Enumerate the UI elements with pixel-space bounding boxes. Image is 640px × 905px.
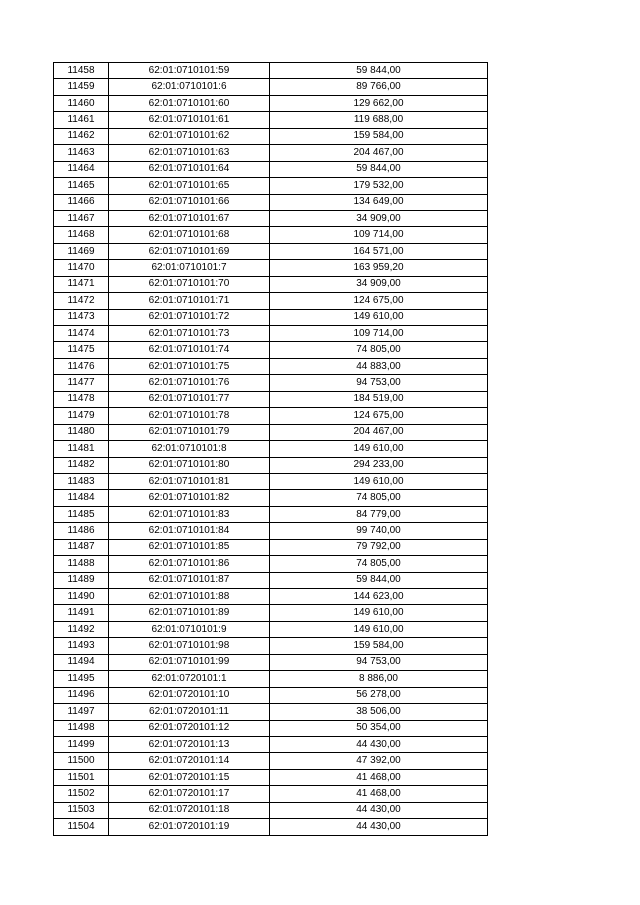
row-number-cell: 11485: [54, 506, 109, 522]
table-row: [54, 671, 488, 687]
table-row: [54, 556, 488, 572]
table-row: [54, 736, 488, 752]
cadastral-number-cell: 62:01:0710101:70: [109, 276, 270, 292]
row-number-cell: 11481: [54, 441, 109, 457]
table-row: [54, 210, 488, 226]
table-row: [54, 523, 488, 539]
value-cell: 41 468,00: [270, 769, 488, 785]
value-cell: 38 506,00: [270, 704, 488, 720]
table-row: [54, 654, 488, 670]
row-number-cell: 11496: [54, 687, 109, 703]
cadastral-number-cell: 62:01:0710101:75: [109, 358, 270, 374]
row-number-cell: 11497: [54, 704, 109, 720]
cadastral-number-cell: 62:01:0720101:10: [109, 687, 270, 703]
row-number-cell: 11463: [54, 145, 109, 161]
row-number-cell: 11461: [54, 112, 109, 128]
cadastral-number-cell: 62:01:0720101:11: [109, 704, 270, 720]
cadastral-number-cell: 62:01:0710101:80: [109, 457, 270, 473]
row-number-cell: 11494: [54, 654, 109, 670]
row-number-cell: 11500: [54, 753, 109, 769]
table-row: [54, 243, 488, 259]
value-cell: 179 532,00: [270, 178, 488, 194]
cadastral-number-cell: 62:01:0720101:13: [109, 736, 270, 752]
value-cell: 159 584,00: [270, 638, 488, 654]
table-row: [54, 539, 488, 555]
value-cell: 149 610,00: [270, 621, 488, 637]
row-number-cell: 11493: [54, 638, 109, 654]
table-row: [54, 490, 488, 506]
value-cell: 134 649,00: [270, 194, 488, 210]
value-cell: 159 584,00: [270, 128, 488, 144]
table-row: [54, 473, 488, 489]
value-cell: 163 959,20: [270, 260, 488, 276]
cadastral-number-cell: 62:01:0710101:71: [109, 293, 270, 309]
row-number-cell: 11459: [54, 79, 109, 95]
row-number-cell: 11503: [54, 802, 109, 818]
row-number-cell: 11483: [54, 473, 109, 489]
cadastral-number-cell: 62:01:0710101:86: [109, 556, 270, 572]
table-row: [54, 293, 488, 309]
row-number-cell: 11464: [54, 161, 109, 177]
value-cell: 50 354,00: [270, 720, 488, 736]
cadastral-number-cell: 62:01:0720101:19: [109, 819, 270, 835]
table-row: [54, 638, 488, 654]
table-row: [54, 424, 488, 440]
table-row: [54, 457, 488, 473]
cadastral-number-cell: 62:01:0710101:83: [109, 506, 270, 522]
row-number-cell: 11473: [54, 309, 109, 325]
row-number-cell: 11468: [54, 227, 109, 243]
value-cell: 99 740,00: [270, 523, 488, 539]
value-cell: 84 779,00: [270, 506, 488, 522]
table-row: [54, 704, 488, 720]
value-cell: 109 714,00: [270, 227, 488, 243]
value-cell: 44 883,00: [270, 358, 488, 374]
table-row: [54, 309, 488, 325]
value-cell: 149 610,00: [270, 473, 488, 489]
cadastral-number-cell: 62:01:0710101:89: [109, 605, 270, 621]
cadastral-number-cell: 62:01:0710101:8: [109, 441, 270, 457]
value-cell: 89 766,00: [270, 79, 488, 95]
table-row: [54, 260, 488, 276]
table-row: [54, 276, 488, 292]
cadastral-number-cell: 62:01:0710101:77: [109, 391, 270, 407]
table-row: [54, 227, 488, 243]
cadastral-number-cell: 62:01:0710101:59: [109, 63, 270, 79]
table-row: [54, 589, 488, 605]
table-row: [54, 802, 488, 818]
table-row: [54, 342, 488, 358]
row-number-cell: 11477: [54, 375, 109, 391]
cadastral-number-cell: 62:01:0710101:65: [109, 178, 270, 194]
cadastral-number-cell: 62:01:0720101:18: [109, 802, 270, 818]
row-number-cell: 11462: [54, 128, 109, 144]
value-cell: 44 430,00: [270, 736, 488, 752]
row-number-cell: 11490: [54, 589, 109, 605]
row-number-cell: 11466: [54, 194, 109, 210]
table-row: [54, 112, 488, 128]
row-number-cell: 11484: [54, 490, 109, 506]
row-number-cell: 11480: [54, 424, 109, 440]
value-cell: 164 571,00: [270, 243, 488, 259]
value-cell: 74 805,00: [270, 490, 488, 506]
value-cell: 294 233,00: [270, 457, 488, 473]
row-number-cell: 11488: [54, 556, 109, 572]
value-cell: 56 278,00: [270, 687, 488, 703]
value-cell: 149 610,00: [270, 309, 488, 325]
value-cell: 79 792,00: [270, 539, 488, 555]
table-row: [54, 769, 488, 785]
cadastral-number-cell: 62:01:0710101:82: [109, 490, 270, 506]
row-number-cell: 11489: [54, 572, 109, 588]
cadastral-number-cell: 62:01:0710101:66: [109, 194, 270, 210]
value-cell: 34 909,00: [270, 276, 488, 292]
row-number-cell: 11499: [54, 736, 109, 752]
value-cell: 34 909,00: [270, 210, 488, 226]
row-number-cell: 11472: [54, 293, 109, 309]
cadastral-number-cell: 62:01:0720101:12: [109, 720, 270, 736]
cadastral-number-cell: 62:01:0710101:61: [109, 112, 270, 128]
table-row: [54, 194, 488, 210]
table-body: [54, 63, 488, 836]
cadastral-number-cell: 62:01:0710101:87: [109, 572, 270, 588]
value-cell: 94 753,00: [270, 375, 488, 391]
table-row: [54, 720, 488, 736]
row-number-cell: 11458: [54, 63, 109, 79]
row-number-cell: 11487: [54, 539, 109, 555]
table-row: [54, 358, 488, 374]
value-cell: 124 675,00: [270, 408, 488, 424]
table-row: [54, 621, 488, 637]
cadastral-number-cell: 62:01:0720101:17: [109, 786, 270, 802]
table-row: [54, 441, 488, 457]
table-row: [54, 375, 488, 391]
table-row: [54, 145, 488, 161]
row-number-cell: 11491: [54, 605, 109, 621]
cadastral-number-cell: 62:01:0710101:85: [109, 539, 270, 555]
row-number-cell: 11482: [54, 457, 109, 473]
value-cell: 94 753,00: [270, 654, 488, 670]
value-cell: 44 430,00: [270, 802, 488, 818]
cadastral-number-cell: 62:01:0720101:15: [109, 769, 270, 785]
value-cell: 144 623,00: [270, 589, 488, 605]
row-number-cell: 11486: [54, 523, 109, 539]
row-number-cell: 11495: [54, 671, 109, 687]
table-row: [54, 687, 488, 703]
cadastral-number-cell: 62:01:0710101:7: [109, 260, 270, 276]
cadastral-number-cell: 62:01:0710101:69: [109, 243, 270, 259]
row-number-cell: 11498: [54, 720, 109, 736]
table-row: [54, 605, 488, 621]
value-cell: 119 688,00: [270, 112, 488, 128]
value-cell: 59 844,00: [270, 63, 488, 79]
cadastral-number-cell: 62:01:0710101:60: [109, 95, 270, 111]
value-cell: 74 805,00: [270, 342, 488, 358]
table-row: [54, 178, 488, 194]
cadastral-number-cell: 62:01:0710101:68: [109, 227, 270, 243]
cadastral-number-cell: 62:01:0720101:14: [109, 753, 270, 769]
cadastral-number-cell: 62:01:0720101:1: [109, 671, 270, 687]
row-number-cell: 11478: [54, 391, 109, 407]
table-row: [54, 63, 488, 79]
cadastral-number-cell: 62:01:0710101:9: [109, 621, 270, 637]
cadastral-number-cell: 62:01:0710101:84: [109, 523, 270, 539]
cadastral-number-cell: 62:01:0710101:79: [109, 424, 270, 440]
value-cell: 184 519,00: [270, 391, 488, 407]
row-number-cell: 11501: [54, 769, 109, 785]
value-cell: 204 467,00: [270, 145, 488, 161]
cadastral-number-cell: 62:01:0710101:72: [109, 309, 270, 325]
table-row: [54, 786, 488, 802]
cadastral-number-cell: 62:01:0710101:67: [109, 210, 270, 226]
table-row: [54, 161, 488, 177]
table-row: [54, 506, 488, 522]
row-number-cell: 11492: [54, 621, 109, 637]
value-cell: 149 610,00: [270, 605, 488, 621]
value-cell: 41 468,00: [270, 786, 488, 802]
cadastral-number-cell: 62:01:0710101:64: [109, 161, 270, 177]
value-cell: 74 805,00: [270, 556, 488, 572]
row-number-cell: 11465: [54, 178, 109, 194]
cadastral-number-cell: 62:01:0710101:63: [109, 145, 270, 161]
cadastral-number-cell: 62:01:0710101:62: [109, 128, 270, 144]
row-number-cell: 11470: [54, 260, 109, 276]
cadastral-number-cell: 62:01:0710101:88: [109, 589, 270, 605]
table-row: [54, 95, 488, 111]
value-cell: 44 430,00: [270, 819, 488, 835]
value-cell: 204 467,00: [270, 424, 488, 440]
value-cell: 124 675,00: [270, 293, 488, 309]
row-number-cell: 11469: [54, 243, 109, 259]
table-row: [54, 753, 488, 769]
cadastral-number-cell: 62:01:0710101:81: [109, 473, 270, 489]
row-number-cell: 11475: [54, 342, 109, 358]
table-row: [54, 79, 488, 95]
cadastral-number-cell: 62:01:0710101:78: [109, 408, 270, 424]
value-cell: 8 886,00: [270, 671, 488, 687]
value-cell: 149 610,00: [270, 441, 488, 457]
row-number-cell: 11460: [54, 95, 109, 111]
table-row: [54, 391, 488, 407]
value-cell: 47 392,00: [270, 753, 488, 769]
cadastral-number-cell: 62:01:0710101:73: [109, 326, 270, 342]
cadastral-value-table: [53, 62, 488, 836]
value-cell: 109 714,00: [270, 326, 488, 342]
cadastral-number-cell: 62:01:0710101:74: [109, 342, 270, 358]
row-number-cell: 11479: [54, 408, 109, 424]
row-number-cell: 11476: [54, 358, 109, 374]
table-row: [54, 819, 488, 835]
row-number-cell: 11502: [54, 786, 109, 802]
table-row: [54, 572, 488, 588]
value-cell: 59 844,00: [270, 161, 488, 177]
value-cell: 129 662,00: [270, 95, 488, 111]
cadastral-number-cell: 62:01:0710101:98: [109, 638, 270, 654]
value-cell: 59 844,00: [270, 572, 488, 588]
cadastral-number-cell: 62:01:0710101:6: [109, 79, 270, 95]
row-number-cell: 11471: [54, 276, 109, 292]
table-row: [54, 326, 488, 342]
row-number-cell: 11467: [54, 210, 109, 226]
cadastral-number-cell: 62:01:0710101:99: [109, 654, 270, 670]
cadastral-number-cell: 62:01:0710101:76: [109, 375, 270, 391]
table-row: [54, 128, 488, 144]
row-number-cell: 11504: [54, 819, 109, 835]
row-number-cell: 11474: [54, 326, 109, 342]
table-row: [54, 408, 488, 424]
